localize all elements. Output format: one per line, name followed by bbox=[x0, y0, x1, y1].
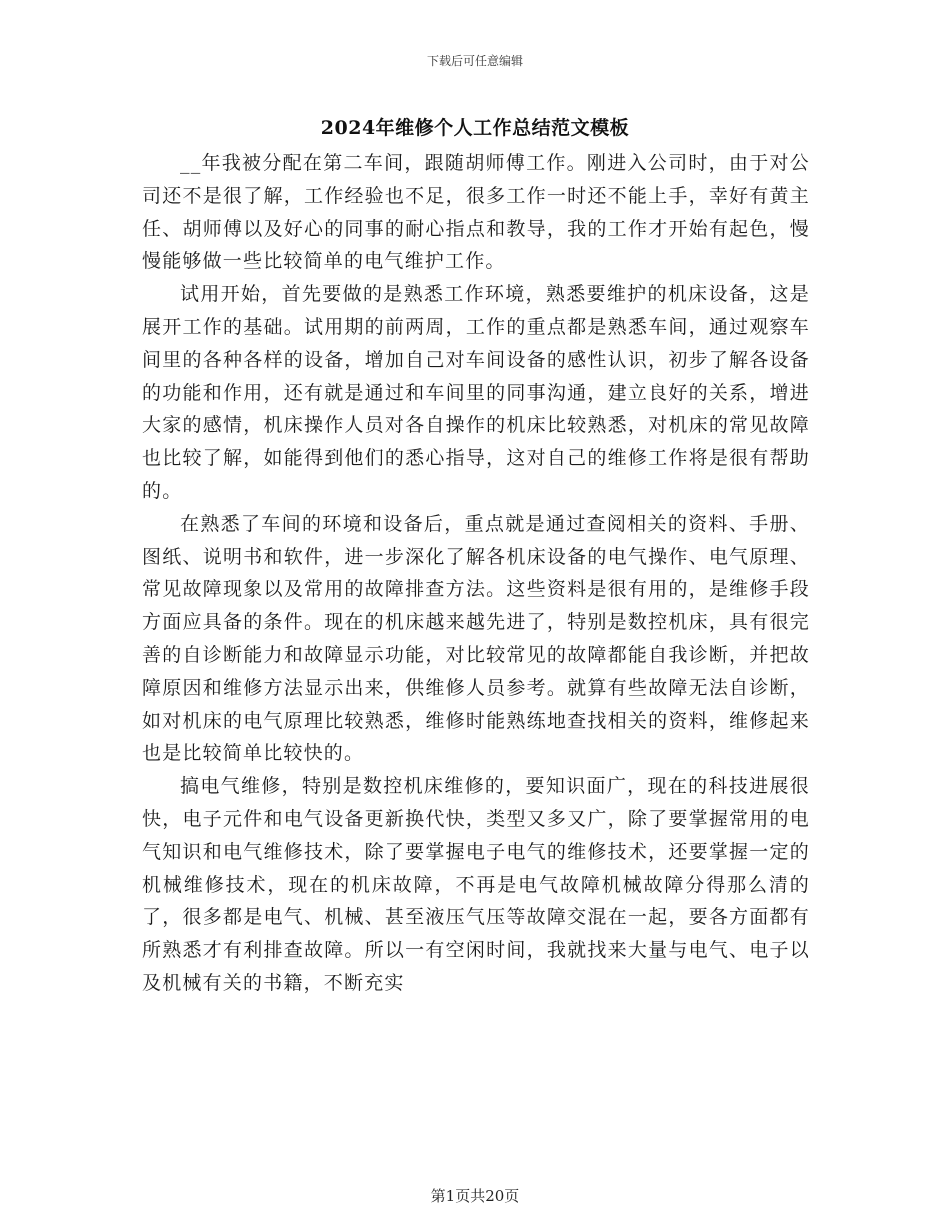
page-header-note: 下载后可任意编辑 bbox=[426, 54, 523, 68]
paragraph-2: 试用开始，首先要做的是熟悉工作环境，熟悉要维护的机床设备，这是展开工作的基础。试用期的前两周，工作的重点都是熟悉车间，通过观察车间里的各种各样的设备，增加自己对车间设备的感性认识，初步了解各设备的功能和作用，还有就是通过和车间里的同事沟通，建立良好的关系，增进大家的感情，机床操作人员对各自操作的机床比较熟悉，对机床的常见故障也比较了解，如能得到他们的悉心指导，这对自己的维修工作将是很有帮助的。 bbox=[142, 283, 810, 502]
paragraph-4: 搞电气维修，特别是数控机床维修的，要知识面广，现在的科技进展很快，电子元件和电气设备更新换代快，类型又多又广，除了要掌握常用的电气知识和电气维修技术，除了要掌握电子电气的维修技术，还要掌握一定的机械维修技术，现在的机床故障，不再是电气故障机械故障分得那么清的了，很多都是电气、机械、甚至液压气压等故障交混在一起，要各方面都有所熟悉才有利排查故障。所以一有空闲时间，我就找来大量与电气、电子以及机械有关的书籍，不断充实 bbox=[142, 775, 810, 994]
paragraph-1: __年我被分配在第二车间，跟随胡师傅工作。刚进入公司时，由于对公司还不是很了解，工作经验也不足，很多工作一时还不能上手，幸好有黄主任、胡师傅以及好心的同事的耐心指点和教导，我的工作才开始有起色，慢慢能够做一些比较简单的电气维护工作。 bbox=[142, 152, 810, 273]
document-body bbox=[142, 147, 810, 1000]
page-number: 第1页共20页 bbox=[430, 1187, 520, 1205]
document-title: 2024年维修个人工作总结范文模板 bbox=[320, 117, 630, 139]
paragraph-3: 在熟悉了车间的环境和设备后，重点就是通过查阅相关的资料、手册、图纸、说明书和软件，进一步深化了解各机床设备的电气操作、电气原理、常见故障现象以及常用的故障排查方法。这些资料是很有用的，是维修手段方面应具备的条件。现在的机床越来越先进了，特别是数控机床，具有很完善的自诊断能力和故障显示功能，对比较常见的故障都能自我诊断，并把故障原因和维修方法显示出来，供维修人员参考。就算有些故障无法自诊断，如对机床的电气原理比较熟悉，维修时能熟练地查找相关的资料，维修起来也是比较简单比较快的。 bbox=[142, 512, 810, 765]
